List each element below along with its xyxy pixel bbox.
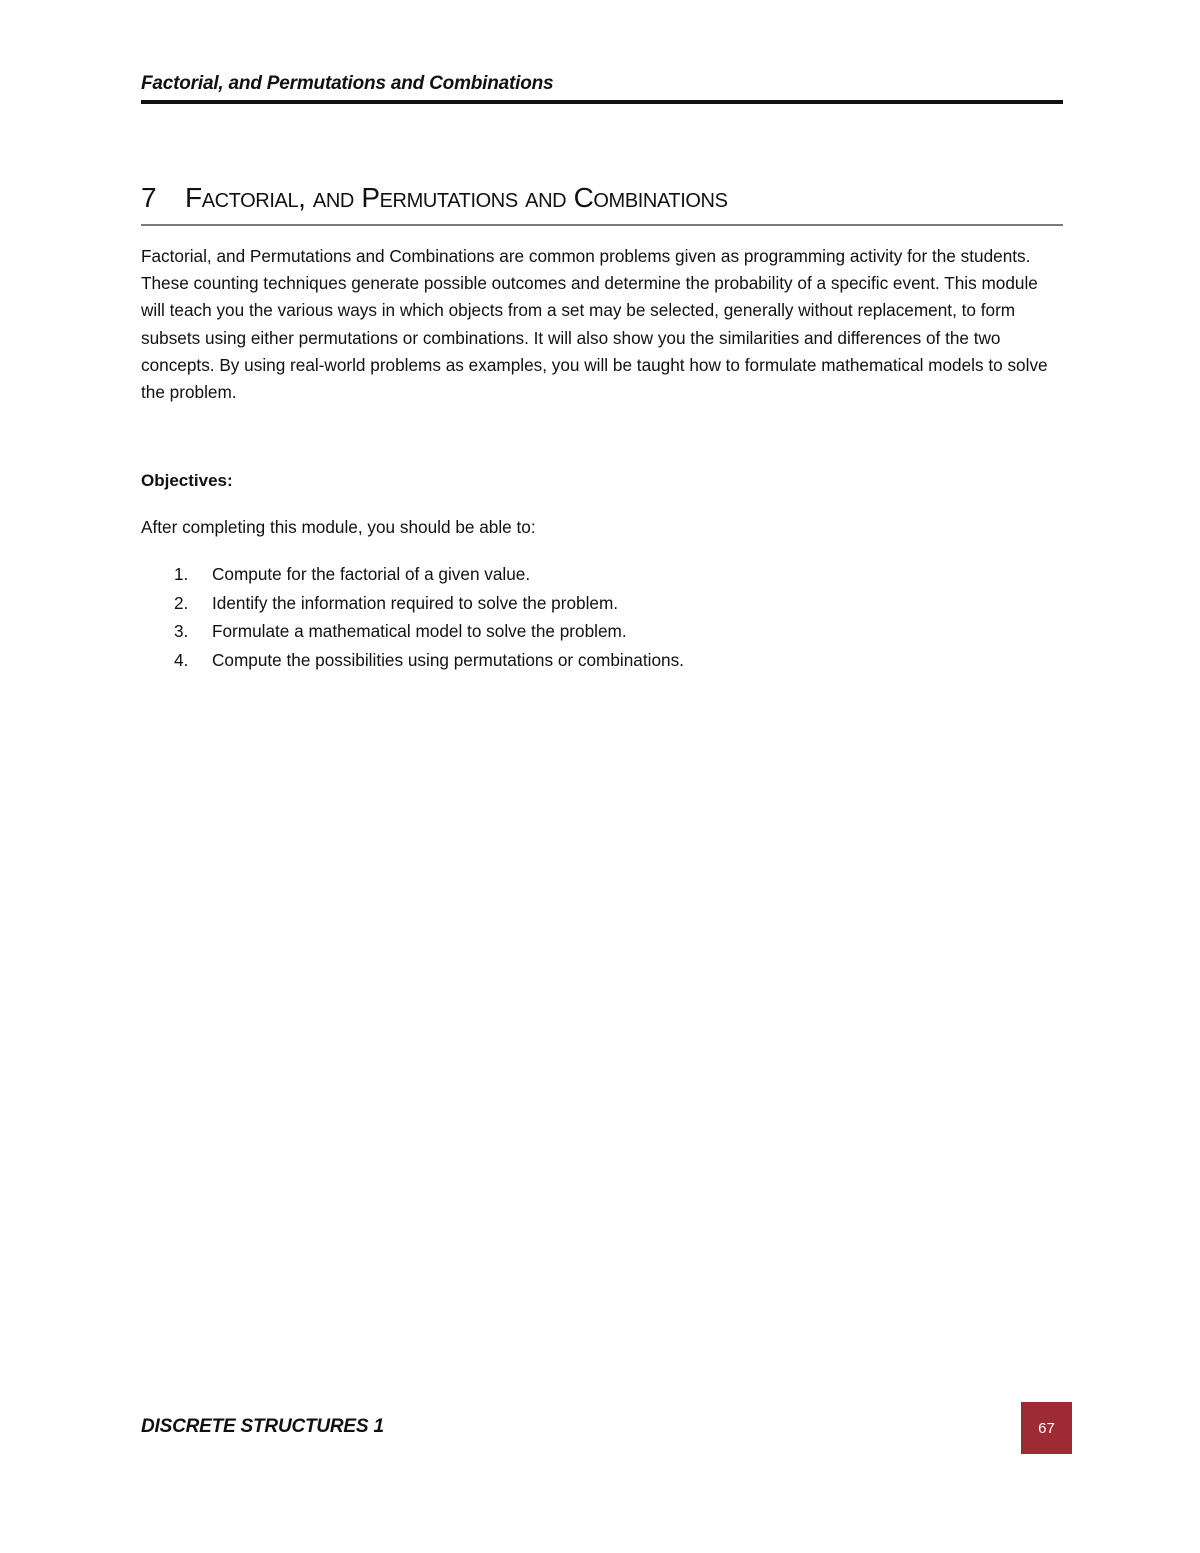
chapter-title: Factorial, and Permutations and Combinations bbox=[185, 182, 728, 213]
heading-rule bbox=[141, 224, 1063, 226]
page-number-badge bbox=[1021, 1402, 1072, 1454]
footer-course-title: DISCRETE STRUCTURES 1 bbox=[141, 1416, 384, 1437]
objective-item bbox=[141, 589, 1062, 618]
chapter-number: 7 bbox=[141, 182, 157, 213]
header-rule bbox=[141, 100, 1063, 104]
objective-number: 1. bbox=[174, 564, 189, 584]
objective-text: Identify the information required to solve the problem. bbox=[212, 592, 619, 613]
page-number: 67 bbox=[1038, 1419, 1055, 1437]
objective-number: 3. bbox=[174, 621, 189, 641]
objective-item bbox=[141, 560, 1062, 589]
objectives-heading: Objectives: bbox=[141, 471, 233, 490]
objective-item bbox=[141, 617, 1062, 646]
chapter-heading bbox=[141, 182, 1062, 214]
intro-paragraph: Factorial, and Permutations and Combinations are common problems given as programming activity for the students. These counting techniques generate possible outcomes and determine the probability of a specific event. This module will teach you the various ways in which objects from a set may be selected, generally without replacement, to form subsets using either permutations or combinations. It will also show you the similarities and differences of the two concepts. By using real-world problems as examples, you will be taught how to formulate mathematical models to solve the problem. bbox=[141, 246, 1048, 403]
objective-number: 2. bbox=[174, 592, 189, 613]
objective-number: 4. bbox=[174, 649, 189, 670]
objective-text: Formulate a mathematical model to solve the problem. bbox=[212, 621, 627, 641]
objectives-list bbox=[141, 560, 1062, 674]
running-header: Factorial, and Permutations and Combinations bbox=[141, 73, 554, 94]
objective-item bbox=[141, 646, 1062, 675]
objective-text: Compute for the factorial of a given value. bbox=[212, 564, 531, 584]
objective-text: Compute the possibilities using permutations or combinations. bbox=[212, 649, 684, 670]
objectives-intro: After completing this module, you should be able to: bbox=[141, 517, 536, 537]
